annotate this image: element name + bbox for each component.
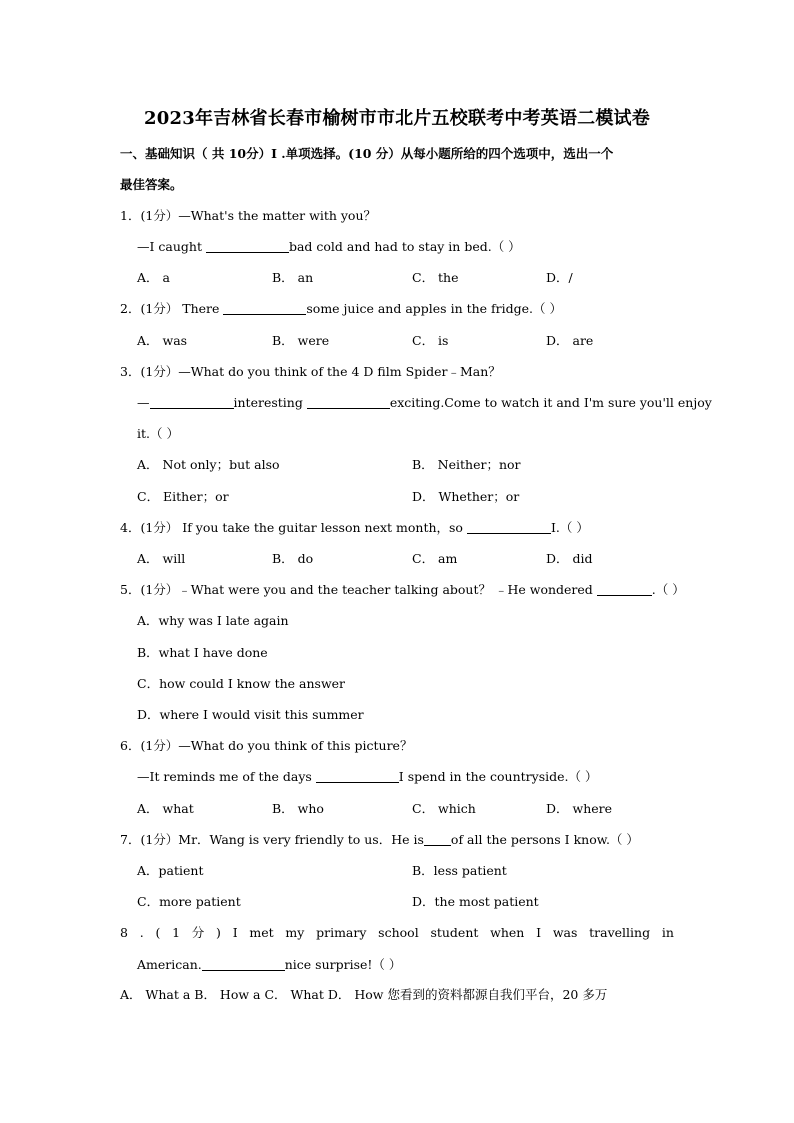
q3-line3: it.（ ）: [137, 426, 179, 441]
q4-option-b: B． do: [272, 551, 314, 566]
q8-stem-word: I: [232, 925, 238, 940]
q5-text-b: .（ ）: [651, 582, 685, 597]
q1-option-b: B． an: [272, 270, 314, 285]
q8-stem: [120, 925, 674, 941]
q8-stem-word: when: [490, 925, 525, 940]
q2-option-b: B． were: [272, 333, 330, 348]
q5-option-c: C．how could I know the answer: [137, 676, 346, 691]
section-heading: 一、基础知识（ 共 10分）Ⅰ .单项选择。(10 分）从每小题所给的四个选项中，选出一个: [120, 146, 614, 161]
q8-stem-word: I: [536, 925, 542, 940]
q3-option-d: D． Whether；or: [412, 489, 520, 504]
q2-option-c: C． is: [412, 333, 449, 348]
page-title: 2023年吉林省长春市榆树市市北片五校联考中考英语二模试卷: [144, 108, 650, 129]
q3-line2: [137, 395, 712, 411]
q3-option-a: A． Not only；but also: [137, 457, 280, 472]
q8-text-b: nice surprise!（ ）: [284, 957, 402, 972]
q1-text-b: bad cold and had to stay in bed.（ ）: [288, 239, 521, 254]
q8-stem-word: school: [378, 925, 419, 940]
q1-stem: 1．(1分）—What's the matter with you？: [120, 208, 377, 223]
q7-option-b: B．less patient: [412, 863, 507, 878]
q1-option-c: C． the: [412, 270, 459, 285]
q7-option-c: C．more patient: [137, 894, 241, 909]
q8-stem-word: met: [249, 925, 274, 940]
q1-option-a: A． a: [137, 270, 170, 285]
q8-stem-word: 1: [172, 925, 181, 940]
answer-blank: [597, 583, 652, 596]
q8-line2: [137, 957, 401, 973]
q4-option-c: C． am: [412, 551, 458, 566]
answer-blank: [424, 833, 451, 846]
q6-text-b: I spend in the countryside.（ ）: [398, 769, 598, 784]
q6-option-a: A． what: [137, 801, 194, 816]
q4-stem: [120, 520, 589, 536]
q6-option-c: C． which: [412, 801, 476, 816]
q8-stem-word: 8: [120, 925, 128, 940]
q8-text-a: American.: [137, 957, 202, 972]
answer-blank: [307, 396, 390, 409]
q8-stem-word: .: [139, 925, 144, 940]
q1-text-a: —I caught: [137, 239, 206, 254]
q7-option-a: A．patient: [137, 863, 204, 878]
q8-stem-word: was: [552, 925, 578, 940]
q6-text-a: —It reminds me of the days: [137, 769, 316, 784]
q8-stem-word: ): [216, 925, 221, 940]
answer-blank: [467, 521, 551, 534]
q8-stem-word: primary: [316, 925, 367, 940]
q8-options: A． What a B． How a C． What D． How 您看到的资料都源自我们平台，20 多万: [120, 987, 608, 1002]
section-heading-cont: 最佳答案。: [120, 177, 183, 192]
q2-option-a: A． was: [137, 333, 188, 348]
q7-stem: [120, 832, 639, 848]
answer-blank: [150, 396, 234, 409]
q8-stem-word: (: [155, 925, 161, 940]
q3-text-b: interesting: [233, 395, 307, 410]
q8-stem-word: travelling: [589, 925, 651, 940]
q5-text-a: 5．(1分）﹣What were you and the teacher talking about？ ﹣He wondered: [120, 582, 597, 597]
q8-stem-word: student: [430, 925, 479, 940]
answer-blank: [206, 240, 289, 253]
q3-stem: 3．(1分）—What do you think of the 4 D film Spider﹣Man？: [120, 364, 501, 379]
q3-text-c: exciting.Come to watch it and I'm sure you'll enjoy: [389, 395, 712, 410]
q3-option-b: B． Neither；nor: [412, 457, 521, 472]
q1-line2: [137, 239, 521, 255]
q1-option-d: D．/: [546, 270, 573, 285]
q7-text-a: 7．(1分）Mr．Wang is very friendly to us．He is: [120, 832, 424, 847]
q3-text-a: —: [137, 395, 150, 410]
q4-option-a: A． will: [137, 551, 186, 566]
answer-blank: [202, 958, 285, 971]
q5-stem: [120, 582, 685, 598]
answer-blank: [316, 770, 399, 783]
q2-stem: [120, 301, 562, 317]
q6-option-b: B． who: [272, 801, 324, 816]
q6-stem: 6．(1分）—What do you think of this picture？: [120, 738, 413, 753]
q5-option-b: B．what I have done: [137, 645, 268, 660]
q5-option-a: A．why was I late again: [137, 613, 289, 628]
q8-stem-word: 分: [191, 925, 205, 940]
q5-option-d: D．where I would visit this summer: [137, 707, 364, 722]
q7-text-b: of all the persons I know.（ ）: [450, 832, 639, 847]
q6-line2: [137, 769, 597, 785]
q3-option-c: C． Either；or: [137, 489, 229, 504]
q2-option-d: D． are: [546, 333, 594, 348]
answer-blank: [223, 302, 306, 315]
q4-text-a: 4．(1分） If you take the guitar lesson next month，so: [120, 520, 467, 535]
q4-option-d: D． did: [546, 551, 593, 566]
q8-stem-word: in: [661, 925, 674, 940]
q2-text-a: 2．(1分） There: [120, 301, 224, 316]
q7-option-d: D．the most patient: [412, 894, 539, 909]
q2-text-b: some juice and apples in the fridge.（ ）: [306, 301, 562, 316]
q4-text-b: I.（ ）: [550, 520, 589, 535]
q8-stem-word: my: [285, 925, 305, 940]
q6-option-d: D． where: [546, 801, 613, 816]
